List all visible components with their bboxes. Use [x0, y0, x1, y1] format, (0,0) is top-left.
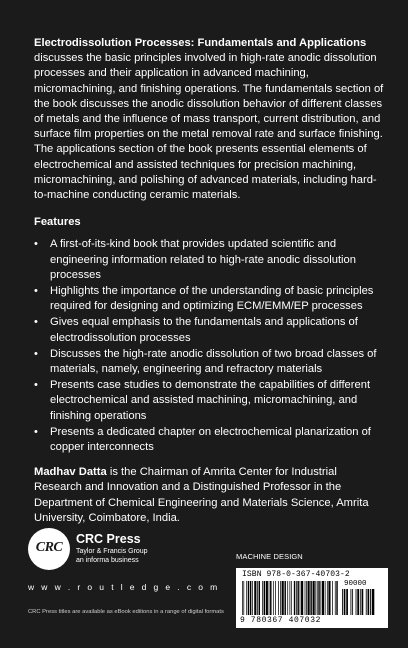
barcode-digits: 9 780367 407032	[240, 616, 322, 625]
barcode-panel	[236, 568, 388, 628]
barcode-bar	[290, 581, 291, 615]
author-bio	[34, 465, 386, 526]
publisher-group-line2: an informa business	[76, 556, 139, 564]
barcode-bar	[284, 581, 285, 615]
cover-text	[34, 36, 386, 526]
barcode-bar	[242, 581, 243, 615]
barcode-bar	[252, 581, 253, 615]
description-body: discusses the basic principles involved in high-rate anodic dissolution processes and their application in advanced machining, micromachining, and finishing operations. The fundamentals section of the book discusses the anodic dissolution behavior of different classes of metals and the influence of mass transport, current distribution, and surface film properties on the metal removal rate and surface finishing. The applications section of the book presents essential elements of electrochemical and assisted techniques for precision machining, micromachining, and polishing of advanced materials, including hard-to-machine conducting ceramic materials.	[34, 52, 384, 202]
barcode-bar	[346, 589, 348, 615]
barcode-bar	[368, 589, 370, 615]
barcode-bar	[344, 589, 346, 615]
features-heading: Features	[34, 216, 81, 229]
barcode-bar	[362, 589, 364, 615]
barcode-bar	[318, 581, 319, 615]
barcode-bar	[352, 589, 353, 615]
barcode-bar	[248, 581, 249, 615]
barcode-bar	[273, 581, 274, 615]
barcode-bar	[275, 581, 276, 615]
book-title: Electrodissolution Processes: Fundamentals and Applications	[34, 37, 367, 49]
barcode-bar	[313, 581, 315, 615]
barcode-bar	[280, 581, 281, 615]
barcode-bar	[310, 581, 311, 615]
bullet-icon: •	[34, 285, 38, 298]
barcode-bar	[322, 581, 324, 615]
ean-barcode	[242, 581, 338, 615]
barcode-bar	[356, 589, 357, 615]
barcode-bar	[282, 581, 284, 615]
author-bio-text: is the Chairman of Amrita Center for Industrial Research and Innovation and a Distinguished Professor in the Department of Chemical Engineering and Materials Science, Amrita University, Coimbatore, India.	[34, 466, 369, 524]
barcode-bar	[291, 581, 292, 615]
feature-item: • Gives equal emphasis to the fundamentals and applications of electrodissolution processes	[34, 316, 358, 344]
barcode-bar	[243, 581, 244, 615]
barcode-bar	[269, 581, 270, 615]
barcode-bar	[335, 581, 336, 615]
barcode-bar	[360, 589, 361, 615]
bullet-icon: •	[34, 347, 38, 360]
feature-item: • Presents case studies to demonstrate the capabilities of different electrochemical and assisted machining, micromachining, and finishing operations	[34, 379, 371, 422]
addon-barcode	[342, 589, 382, 615]
feature-item: • A first-of-its-kind book that provides updated scientific and engineering information related to high-rate anodic dissolution processes	[34, 238, 356, 281]
barcode-bar	[278, 581, 279, 615]
publisher-group-line1: Taylor & Francis Group	[76, 548, 148, 555]
barcode-bar	[325, 581, 326, 615]
barcode-bar	[372, 589, 375, 615]
barcode-bar	[332, 581, 333, 615]
barcode-bar	[357, 589, 359, 615]
barcode-bar	[370, 589, 371, 615]
publisher-website: w w w . r o u t l e d g e . c o m	[28, 582, 220, 592]
barcode-bar	[351, 589, 352, 615]
book-description	[34, 36, 386, 203]
barcode-bar	[308, 581, 310, 615]
barcode-bar	[250, 581, 251, 615]
book-category: MACHINE DESIGN	[236, 552, 303, 561]
barcode-bar	[301, 581, 303, 615]
barcode-bar	[287, 581, 288, 615]
author-name: Madhav Datta	[34, 466, 107, 479]
barcode-bar	[306, 581, 307, 615]
barcode-bar	[320, 581, 321, 615]
barcode-bar	[305, 581, 306, 615]
bullet-icon: •	[34, 425, 38, 438]
feature-item: • Presents a dedicated chapter on electrochemical planarization of copper interconnects	[34, 425, 371, 454]
barcode-bar	[315, 581, 316, 615]
barcode-bar	[297, 581, 298, 615]
publisher-name: CRC Press	[76, 532, 141, 546]
barcode-bar	[270, 581, 271, 615]
bullet-icon: •	[34, 316, 38, 329]
barcode-bar	[254, 581, 256, 615]
barcode-bar	[266, 581, 268, 615]
feature-item: • Discusses the high-rate anodic dissolution of two broad classes of materials, namely, engineering and refractory materials	[34, 347, 377, 376]
barcode-bar	[296, 581, 297, 615]
barcode-bar	[257, 581, 258, 615]
barcode-bar	[259, 581, 260, 615]
barcode-bar	[366, 589, 367, 615]
bullet-icon: •	[34, 238, 38, 251]
barcode-bar	[327, 581, 328, 615]
barcode-bar	[264, 581, 265, 615]
bullet-icon: •	[34, 379, 38, 392]
barcode-bar	[336, 581, 337, 615]
barcode-bar	[342, 589, 343, 615]
barcode-bar	[317, 581, 318, 615]
crc-logo-icon	[28, 528, 70, 570]
crc-logo-mark: CRC	[35, 540, 63, 555]
barcode-bar	[262, 581, 263, 615]
barcode-bar	[328, 581, 330, 615]
barcode-bar	[246, 581, 247, 615]
features-list	[34, 237, 386, 455]
barcode-addon-label: 90000	[344, 580, 367, 588]
barcode-bar	[300, 581, 301, 615]
publisher-group	[76, 548, 148, 565]
barcode-bar	[294, 581, 295, 615]
isbn-label: ISBN 978-0-367-40703-2	[242, 570, 350, 579]
feature-item: • Highlights the importance of the understanding of basic principles required for designing and optimizing ECM/EMM/EP processes	[34, 285, 374, 313]
ebook-note: CRC Press titles are available as eBook editions in a range of digital formats	[28, 609, 224, 615]
